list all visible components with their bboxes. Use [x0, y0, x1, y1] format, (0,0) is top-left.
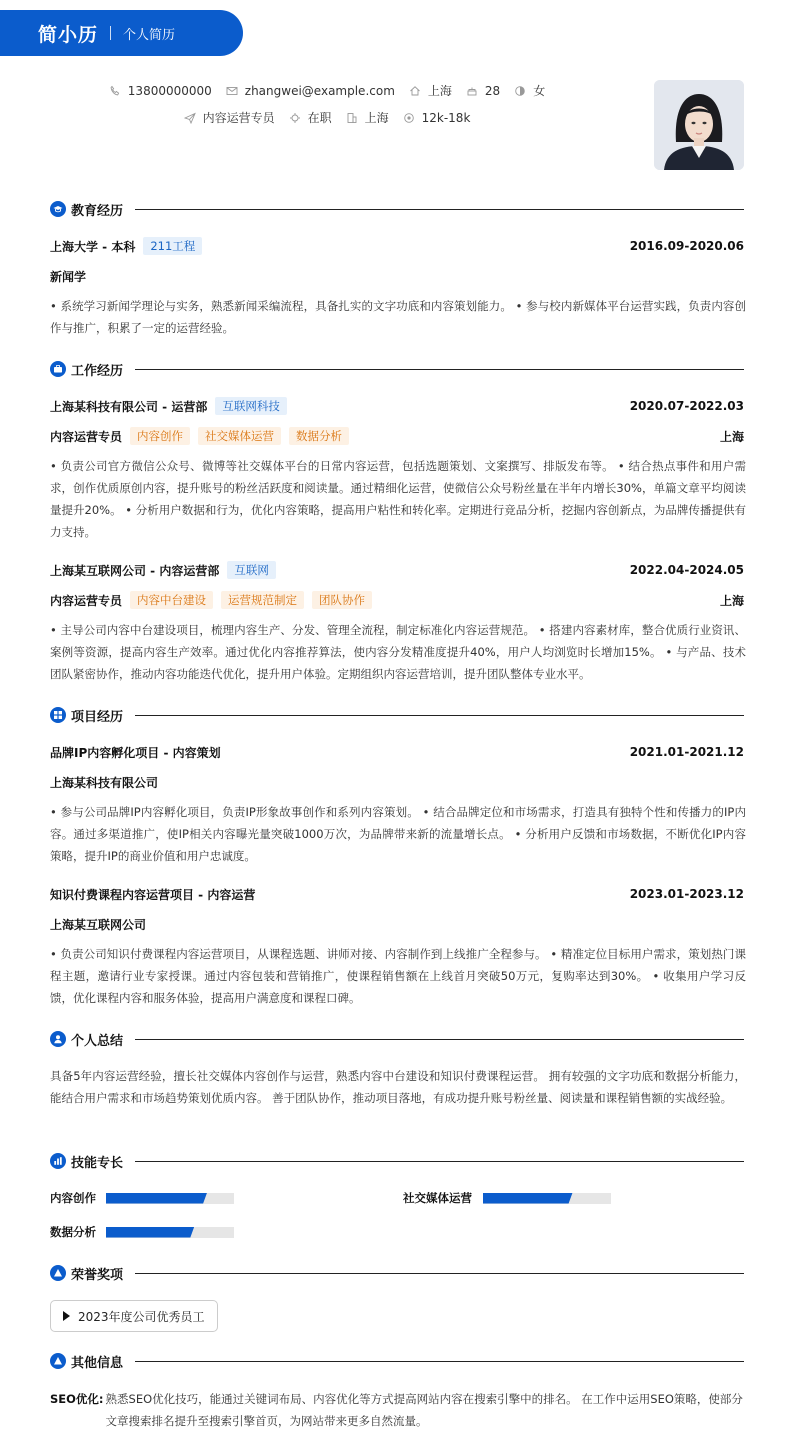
- work-company: 上海某科技有限公司 - 运营部: [50, 399, 208, 414]
- grid-icon: [50, 707, 66, 723]
- job-target-value: 内容运营专员: [202, 111, 275, 125]
- section-divider: [135, 1361, 744, 1362]
- section-title-awards: 荣誉奖项: [71, 1267, 124, 1283]
- skill-item: [50, 1223, 234, 1241]
- project-period: 2023.01-2023.12: [629, 887, 744, 901]
- avatar: [654, 80, 744, 170]
- job-status-value: 在职: [307, 111, 332, 125]
- work-company: 上海某互联网公司 - 内容运营部: [50, 563, 220, 578]
- salary-value: 12k-18k: [421, 110, 471, 125]
- skill-item: [403, 1189, 611, 1207]
- work-city: 上海: [719, 593, 744, 608]
- building-icon: [346, 112, 358, 124]
- project-item-1-header: [50, 742, 744, 762]
- award-icon: [50, 1265, 66, 1281]
- education-tag: 211工程: [143, 237, 202, 255]
- section-title-summary: 个人总结: [71, 1033, 124, 1049]
- job-status: [289, 109, 332, 126]
- contact-row-secondary: [50, 109, 604, 126]
- status-icon: [289, 112, 301, 124]
- salary: [403, 111, 471, 125]
- portrait-image: [654, 80, 744, 170]
- section-awards: [50, 1263, 744, 1283]
- phone-icon: [109, 85, 121, 97]
- skill-name: 社交媒体运营: [403, 1191, 472, 1205]
- other-info-text: 熟悉SEO优化技巧，能通过关键词布局、内容优化等方式提高网站内容在搜索引擎中的排名。 在工作中运用SEO策略，使部分文章搜索排名提升至搜索引擎首页，为网站带来更多自然流量。: [105, 1392, 743, 1428]
- project-company: 上海某互联网公司: [50, 917, 147, 932]
- skill-level-bar: [106, 1227, 234, 1238]
- work-item-2-role-row: [50, 590, 744, 610]
- other-info-label: SEO优化:: [50, 1392, 104, 1406]
- coin-icon: [403, 112, 415, 124]
- project-item-2-company-row: [50, 914, 744, 934]
- work-item-1-description: • 负责公司官方微信公众号、微博等社交媒体平台的日常内容运营，包括选题策划、文案撰写、排版发布等。 • 结合热点事件和用户需求，创作优质原创内容，提升账号的粉丝活跃度和阅读量。通过精细化运营，使微信公众号粉丝量在半年内增长30%，单篇文章平均阅读量提升20%。 • 分析用户数据和行为，优化内容策略，提高用户粘性和转化率。定期进行竞品分析，挖掘内容创新点，为品牌传播提供有力支持。: [50, 459, 746, 539]
- work-period: 2020.07-2022.03: [629, 399, 744, 413]
- section-title-projects: 项目经历: [71, 709, 124, 725]
- award-badge: [50, 1300, 218, 1332]
- contact-row-primary: [50, 82, 604, 99]
- other-info-item: [50, 1388, 746, 1432]
- work-item-2-header: [50, 560, 744, 580]
- contact-email: [226, 84, 395, 98]
- banner-divider: [110, 26, 111, 40]
- section-summary: [50, 1029, 744, 1049]
- summary-text: 具备5年内容运营经验，擅长社交媒体内容创作与运营，熟悉内容中台建设和知识付费课程运营。 拥有较强的文字功底和数据分析能力，能结合用户需求和市场趋势策划优质内容。 善于团队协作，推动项目落地，有成功提升账号粉丝量、阅读量和课程销售额的实战经验。: [50, 1069, 746, 1105]
- skill-level-bar: [106, 1193, 234, 1204]
- education-major-row: [50, 266, 744, 286]
- section-work: [50, 359, 744, 379]
- education-header: [50, 236, 744, 256]
- section-divider: [135, 209, 744, 210]
- contact-location: [409, 82, 452, 99]
- gender-value: 女: [533, 84, 546, 98]
- work-skill-tag: 数据分析: [289, 427, 349, 445]
- work-skill-tag: 内容中台建设: [130, 591, 213, 609]
- section-education: [50, 199, 744, 219]
- project-period: 2021.01-2021.12: [629, 745, 744, 759]
- work-skill-tag: 运营规范制定: [221, 591, 304, 609]
- project-item-2-header: [50, 884, 744, 904]
- section-divider: [135, 1039, 744, 1040]
- skill-level-fill: [483, 1193, 573, 1204]
- education-period: 2016.09-2020.06: [629, 239, 744, 253]
- skill-item: [50, 1189, 234, 1207]
- project-company: 上海某科技有限公司: [50, 775, 159, 790]
- section-title-education: 教育经历: [71, 203, 124, 219]
- project-item-1-company-row: [50, 772, 744, 792]
- contact-phone: [109, 84, 212, 98]
- section-title-other: 其他信息: [71, 1355, 124, 1371]
- location-value: 上海: [427, 84, 452, 98]
- briefcase-icon: [50, 361, 66, 377]
- section-divider: [135, 369, 744, 370]
- work-skill-tag: 社交媒体运营: [198, 427, 281, 445]
- gender-icon: [514, 85, 526, 97]
- section-divider: [135, 1161, 744, 1162]
- target-city-value: 上海: [364, 111, 389, 125]
- section-divider: [135, 715, 744, 716]
- cake-icon: [466, 85, 478, 97]
- work-industry-tag: 互联网: [227, 561, 276, 579]
- skill-name: 内容创作: [50, 1191, 96, 1205]
- work-item-1-role-row: [50, 426, 744, 446]
- skill-level-fill: [106, 1193, 207, 1204]
- contact-age: [466, 84, 500, 98]
- section-title-work: 工作经历: [71, 363, 124, 379]
- project-item-2-description: • 负责公司知识付费课程内容运营项目，从课程选题、讲师对接、内容制作到上线推广全程参与。 • 精准定位目标用户需求，策划热门课程主题，邀请行业专家授课。通过内容包装和营销推广，使课程销售额在上线首月突破50万元，复购率达到30%。 • 收集用户学习反馈，优化课程内容和服务体验，提高用户满意度和课程口碑。: [50, 947, 746, 1005]
- education-school: 上海大学 - 本科: [50, 239, 136, 254]
- work-city: 上海: [719, 429, 744, 444]
- section-other: [50, 1351, 744, 1371]
- work-industry-tag: 互联网科技: [215, 397, 287, 415]
- work-role: 内容运营专员: [50, 429, 123, 444]
- home-icon: [409, 85, 421, 97]
- skill-level-fill: [106, 1227, 194, 1238]
- work-item-2-description: • 主导公司内容中台建设项目，梳理内容生产、分发、管理全流程，制定标准化内容运营规范。 • 搭建内容素材库，整合优质行业资讯、案例等资源，提高内容生产效率。通过优化内容推荐算法，使内容分发精准度提升40%，用户人均浏览时长增加15%。 • 与产品、技术团队紧密协作，推动内容功能迭代优化，提升用户体验。定期组织内容运营培训，提升团队整体专业水平。: [50, 623, 746, 681]
- work-item-1-header: [50, 396, 744, 416]
- play-triangle-icon: [63, 1311, 70, 1321]
- work-period: 2022.04-2024.05: [629, 563, 744, 577]
- section-projects: [50, 705, 744, 725]
- education-description: • 系统学习新闻学理论与实务，熟悉新闻采编流程，具备扎实的文字功底和内容策划能力。 • 参与校内新媒体平台运营实践，负责内容创作与推广，积累了一定的运营经验。: [50, 299, 746, 335]
- email-value: zhangwei@example.com: [244, 83, 395, 98]
- age-value: 28: [484, 83, 501, 98]
- page-subtitle: 个人简历: [123, 27, 176, 43]
- info-icon: [50, 1353, 66, 1369]
- brand-logo-text: 简小历: [38, 23, 99, 46]
- section-divider: [135, 1273, 744, 1274]
- contact-gender: [514, 82, 545, 99]
- target-city: [346, 109, 389, 126]
- send-icon: [184, 112, 196, 124]
- project-item-1-description: • 参与公司品牌IP内容孵化项目，负责IP形象故事创作和系列内容策划。 • 结合品牌定位和市场需求，打造具有独特个性和传播力的IP内容。通过多渠道推广，使IP相关内容曝光量突破1000万次，为品牌带来新的流量增长点。 • 分析用户反馈和市场数据，不断优化IP内容策略，提升IP的商业价值和用户忠诚度。: [50, 805, 746, 863]
- project-name: 品牌IP内容孵化项目 - 内容策划: [50, 745, 221, 760]
- education-major: 新闻学: [50, 269, 87, 284]
- graduation-cap-icon: [50, 201, 66, 217]
- mail-icon: [226, 85, 238, 97]
- work-role: 内容运营专员: [50, 593, 123, 608]
- work-skill-tag: 团队协作: [312, 591, 372, 609]
- phone-value: 13800000000: [127, 83, 212, 98]
- user-icon: [50, 1031, 66, 1047]
- award-name: 2023年度公司优秀员工: [78, 1309, 205, 1324]
- project-name: 知识付费课程内容运营项目 - 内容运营: [50, 887, 256, 902]
- section-title-skills: 技能专长: [71, 1155, 124, 1171]
- skill-name: 数据分析: [50, 1225, 96, 1239]
- header-banner: [0, 10, 243, 56]
- bar-chart-icon: [50, 1153, 66, 1169]
- section-skills: [50, 1151, 744, 1171]
- skill-level-bar: [483, 1193, 611, 1204]
- job-target: [184, 109, 275, 126]
- work-skill-tag: 内容创作: [130, 427, 190, 445]
